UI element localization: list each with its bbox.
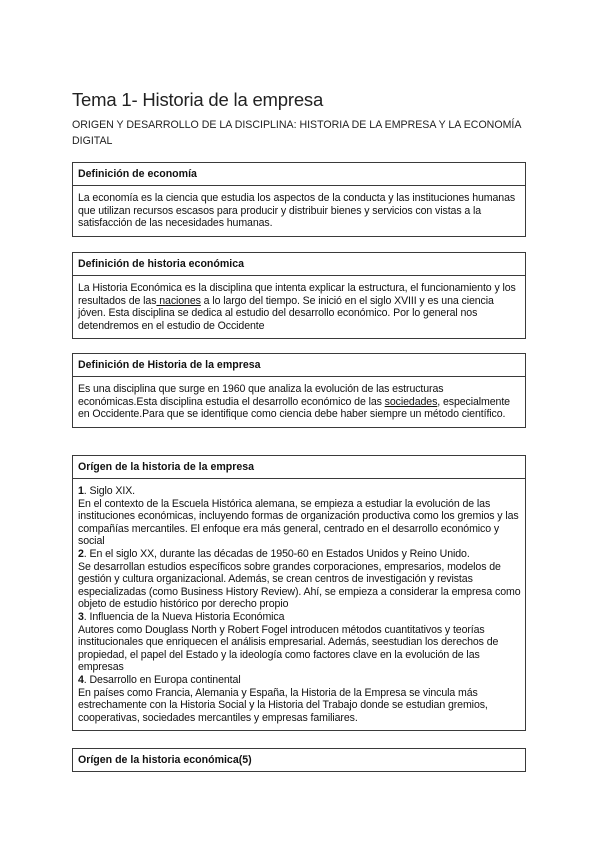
section-text-cont: a lo largo del tiempo. Se inició en el siglo XVIII y es una ciencia jóven. Esta disciplina se dedica al estudio del desarrollo económico. Por lo general nos detendremos en el estudio de Occidente — [78, 294, 494, 332]
section-heading: Definición de economía — [73, 163, 525, 186]
page-subtitle: ORIGEN Y DESARROLLO DE LA DISCIPLINA: HISTORIA DE LA EMPRESA Y LA ECONOMÍA DIGITAL — [72, 119, 521, 147]
section-definicion-historia-empresa — [72, 353, 526, 428]
sociedades-link[interactable]: sociedades — [384, 395, 438, 408]
section-body — [73, 479, 525, 730]
list-item-text: En países como Francia, Alemania y España, la Historia de la Empresa se vincula más estrechamente con la Historia Social y la Historia del Trabajo donde se estudian gremios, cooperativas, sociedades mercantiles y empresas familiares. — [78, 686, 488, 724]
section-origen-historia-empresa — [72, 455, 526, 731]
section-heading: Definición de historia económica — [73, 253, 525, 276]
list-item: 2. En el siglo XX, durante las décadas de 1950-60 en Estados Unidos y Reino Unido. — [78, 547, 470, 560]
section-text-cont: , especialmente en Occidente.Para que se identifique como ciencia debe haber siempre un método científico. — [78, 395, 510, 421]
section-text: La Historia Económica es la disciplina que intenta explicar la estructura, el funcionamiento y los resultados de las — [78, 282, 516, 307]
section-heading: Orígen de la historia de la empresa — [73, 456, 525, 479]
section-text: La economía es la ciencia que estudia los aspectos de la conducta y las instituciones humanas que utilizan recursos escasos para producir y distribuir bienes y servicios con vistas a la satisfacción de las necesidades humanas. — [78, 192, 516, 230]
list-item-text: Autores como Douglass North y Robert Fogel introducen métodos cuantitativos y teorías institucionales que enriquecen el análisis empresarial. Además, seestudian los derechos de propiedad, el papel del Estado y la ideología como factores clave en la evolución de las empresas — [78, 623, 499, 674]
section-heading: Orígen de la historia económica(5) — [78, 754, 252, 766]
section-definicion-historia-economica — [72, 252, 526, 339]
list-item: 4. Desarrollo en Europa continental — [78, 673, 241, 686]
page-title: Tema 1- Historia de la empresa — [72, 89, 324, 110]
section-body — [73, 276, 525, 338]
section-origen-historia-economica — [72, 748, 526, 772]
section-body — [73, 377, 525, 427]
list-item: 1. Siglo XIX. — [78, 485, 136, 497]
list-item-text: En el contexto de la Escuela Histórica alemana, se empieza a estudiar la evolución de las instituciones económicas, incluyendo formas de organización productiva como los gremios y las compañías mercantiles. El enfoque era más general, centrado en el desarrollo económico y social — [78, 497, 519, 548]
section-body — [73, 186, 525, 236]
section-definicion-economia — [72, 162, 526, 237]
list-item-text: Se desarrollan estudios específicos sobre grandes corporaciones, empresarios, modelos de gestión y cultura organizacional. Además, se crean centros de investigación y revistas especializadas (como Business History Review). Ahí, se empieza a considerar la empresa como objeto de estudio histórico por derecho propio — [78, 560, 521, 611]
list-item: 3. Influencia de la Nueva Historia Económica — [78, 610, 285, 623]
section-heading: Definición de Historia de la empresa — [73, 354, 525, 377]
section-text: Es una disciplina que surge en 1960 que analiza la evolución de las estructuras económicas.Esta disciplina estudia el desarrollo económico de las — [78, 383, 444, 408]
naciones-link[interactable]: naciones — [156, 294, 201, 307]
